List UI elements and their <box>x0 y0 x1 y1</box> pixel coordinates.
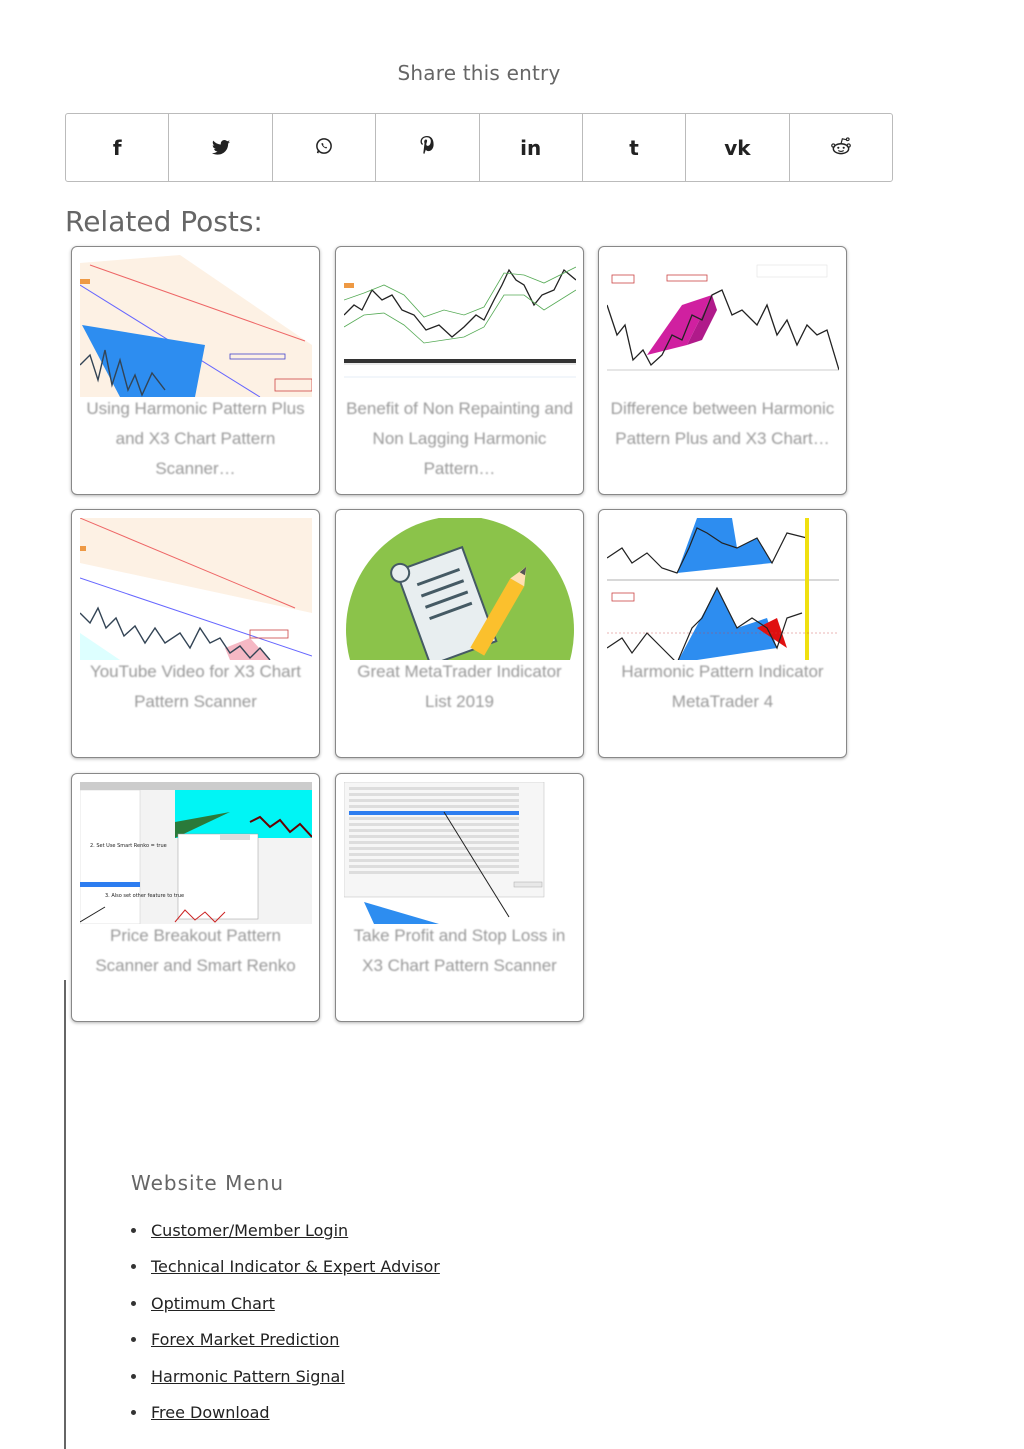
share-bar <box>65 113 893 182</box>
post-thumbnail <box>607 255 839 397</box>
list-item <box>131 1322 440 1359</box>
bullet-icon <box>131 1410 136 1415</box>
share-twitter-button[interactable] <box>169 114 272 181</box>
related-post-card[interactable] <box>598 509 847 758</box>
reddit-icon <box>830 136 852 160</box>
list-item <box>131 1212 440 1249</box>
post-thumbnail <box>344 518 576 660</box>
post-title: YouTube Video for X3 Chart Pattern Scanner <box>89 662 302 711</box>
post-thumbnail <box>80 255 312 397</box>
svg-text:2. Set Use Smart Renko = true: 2. Set Use Smart Renko = true <box>90 843 167 849</box>
related-post-card[interactable] <box>335 509 584 758</box>
svg-text:3. Also set other feature to t: 3. Also set other feature to true <box>105 893 185 899</box>
bullet-icon <box>131 1228 136 1233</box>
menu-link-free-download[interactable]: Free Download <box>151 1403 270 1423</box>
left-divider <box>64 980 66 1449</box>
post-thumbnail <box>80 518 312 660</box>
post-title: Harmonic Pattern Indicator MetaTrader 4 <box>621 662 824 711</box>
bullet-icon <box>131 1264 136 1269</box>
related-post-card[interactable] <box>71 773 320 1022</box>
menu-link-customer-login[interactable]: Customer/Member Login <box>151 1220 349 1240</box>
bullet-icon <box>131 1301 136 1306</box>
menu-link-optimum-chart[interactable]: Optimum Chart <box>151 1293 275 1313</box>
post-thumbnail <box>607 518 839 660</box>
list-item <box>131 1395 440 1432</box>
share-vk-button[interactable] <box>686 114 789 181</box>
website-menu-heading: Website Menu <box>131 1171 284 1195</box>
post-title: Difference between Harmonic Pattern Plus and X3 Chart… <box>610 399 835 448</box>
pinterest-icon <box>419 135 435 160</box>
share-tumblr-button[interactable] <box>583 114 686 181</box>
website-menu-list <box>131 1212 440 1431</box>
post-thumbnail <box>344 255 576 397</box>
list-item <box>131 1285 440 1322</box>
list-item <box>131 1358 440 1395</box>
facebook-icon: f <box>112 135 122 160</box>
share-facebook-button[interactable] <box>66 114 169 181</box>
post-title: Price Breakout Pattern Scanner and Smart Renko <box>95 926 296 975</box>
post-title: Take Profit and Stop Loss in X3 Chart Pattern Scanner <box>353 926 566 975</box>
twitter-icon <box>212 136 230 160</box>
tumblr-icon: t <box>629 135 639 160</box>
post-title: Using Harmonic Pattern Plus and X3 Chart Pattern Scanner… <box>86 399 305 478</box>
share-pinterest-button[interactable] <box>376 114 479 181</box>
menu-link-harmonic-pattern-signal[interactable]: Harmonic Pattern Signal <box>151 1366 345 1386</box>
related-post-card[interactable] <box>598 246 847 495</box>
share-whatsapp-button[interactable] <box>273 114 376 181</box>
menu-link-forex-market-prediction[interactable]: Forex Market Prediction <box>151 1330 340 1350</box>
related-post-card[interactable] <box>71 246 320 495</box>
vk-icon: vk <box>724 135 751 160</box>
whatsapp-icon <box>315 136 333 160</box>
share-reddit-button[interactable] <box>790 114 892 181</box>
bullet-icon <box>131 1337 136 1342</box>
related-post-card[interactable] <box>71 509 320 758</box>
bullet-icon <box>131 1374 136 1379</box>
related-posts-heading: Related Posts: <box>65 205 263 238</box>
list-item <box>131 1249 440 1286</box>
post-title: Great MetaTrader Indicator List 2019 <box>357 662 562 711</box>
related-post-card[interactable] <box>335 246 584 495</box>
related-post-card[interactable] <box>335 773 584 1022</box>
menu-link-technical-indicator[interactable]: Technical Indicator & Expert Advisor <box>151 1257 440 1277</box>
linkedin-icon: in <box>520 135 542 160</box>
share-title: Share this entry <box>397 61 561 85</box>
post-thumbnail <box>80 782 312 924</box>
post-thumbnail <box>344 782 576 924</box>
share-linkedin-button[interactable] <box>480 114 583 181</box>
post-title: Benefit of Non Repainting and Non Lagging Harmonic Pattern… <box>346 399 573 478</box>
